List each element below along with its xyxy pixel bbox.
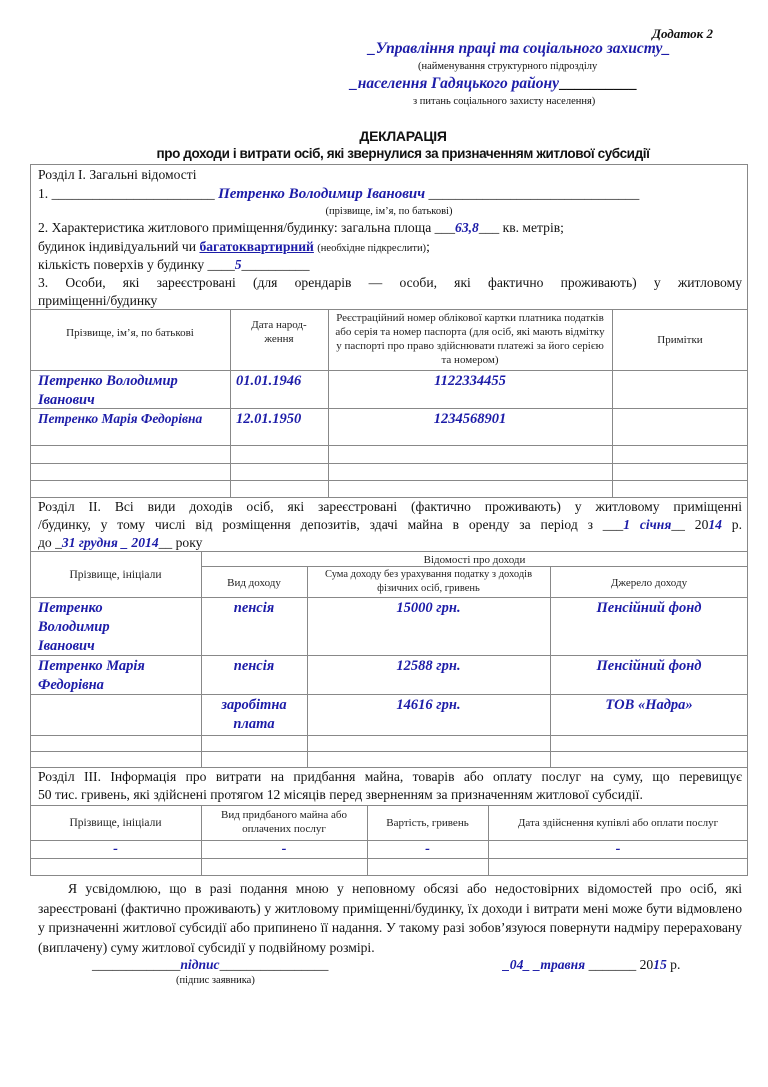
declaration-main: Я усвідомлюю, що в разі подання мною у неповному обсязі або недостовірних відомостей про осіб, які зареєстровані (фактично проживають) у житловому приміщенні/будинку, їх доходи і витрати мені може бути відмовлено у призначенні житлової субсидії або припинено її надання. У такому разі: [38, 881, 742, 935]
table1-row2-name[interactable]: Петренко Марія Федорівна: [38, 411, 203, 426]
table1-row2-taxid[interactable]: 1234568901: [433, 411, 507, 427]
table2-row3-source[interactable]: ТОВ «Надра»: [605, 697, 693, 713]
floors-field[interactable]: 5: [234, 257, 242, 272]
table3-header-item: Вид придбаного майна або оплачених послуг: [221, 809, 347, 835]
date-line: [503, 957, 680, 973]
floors-prefix: кількість поверхів у будинку ____: [38, 257, 235, 272]
table2-row1-name[interactable]: Петренко Володимир Іванович: [38, 600, 110, 654]
table1-row1-taxid[interactable]: 1122334455: [434, 373, 506, 389]
table1-row4-border: [30, 480, 748, 481]
table1-row1-birthdate[interactable]: 01.01.1946: [236, 373, 302, 389]
item1-suffix: _______________________________: [425, 186, 640, 201]
table2-row3-type[interactable]: заробітна плата: [221, 697, 287, 732]
date-month-field[interactable]: _травня: [530, 957, 586, 972]
signature-note: (підпис заявника): [176, 975, 255, 986]
date-day-field[interactable]: _04_: [503, 957, 531, 972]
signature-prefix: _____________: [92, 957, 181, 972]
section2-line1: Розділ ІІ. Всі види доходів осіб, які зареєстровані (фактично проживають) у житловому приміщенні: [38, 499, 742, 514]
table2-header-source: Джерело доходу: [610, 577, 688, 589]
table2-row3-border: [30, 735, 748, 736]
table1-row2-birthdate[interactable]: 12.01.1950: [236, 411, 302, 427]
declaration-text: [38, 879, 742, 957]
signature-line: [92, 957, 328, 973]
period-start-field[interactable]: 1 січня: [623, 517, 672, 532]
item2-suffix: ___ кв. метрів;: [478, 220, 564, 235]
house-prefix: будинок індивідуальний чи: [38, 239, 200, 254]
section2-line3-prefix: до _: [38, 535, 62, 550]
table3-row1-item[interactable]: -: [281, 841, 287, 857]
section2-line2-mid: __ 20: [671, 517, 709, 532]
department-name-tail: __________: [559, 75, 637, 92]
department-name-line1: _Управління праці та соціального захисту_: [368, 40, 671, 57]
table2-row3-amount[interactable]: 14616 грн.: [396, 697, 461, 713]
document-title: ДЕКЛАРАЦІЯ: [359, 128, 447, 144]
table1-header-taxid: Реєстраційний номер облікової картки платника податків або серія та номер паспорта (для осіб, які мають відмітку у паспорті про право здійснювати платежі за його серією та номером): [335, 312, 605, 366]
table1-header-border: [30, 370, 748, 371]
appendix-label: Додаток 2: [652, 26, 713, 41]
table2-row2-amount[interactable]: 12588 грн.: [396, 658, 461, 674]
date-end: р.: [666, 957, 681, 972]
section2-line3: [38, 535, 202, 551]
table2-row1-type[interactable]: пенсія: [233, 600, 275, 616]
floors-suffix: __________: [241, 257, 310, 272]
table3-top-border: [30, 805, 748, 806]
department-note-line2: з питань соціального захисту населення): [413, 96, 596, 107]
section1-item3-line2: приміщенні/будинку: [38, 293, 158, 308]
house-suffix: ;: [426, 239, 430, 254]
table2-header-amount: Сума доходу без урахування податку з доходів фізичних осіб, гривень: [324, 569, 533, 594]
table2-row2-name[interactable]: Петренко Марія Федорівна: [38, 658, 145, 693]
section2-line3-suffix: __ року: [158, 535, 203, 550]
table1-top-border: [30, 309, 748, 310]
table2-header-name: Прізвище, ініціали: [69, 569, 162, 581]
house-type-field[interactable]: багатоквартирний: [199, 239, 314, 254]
table1-col-divider: [328, 309, 329, 497]
section3-line1: Розділ ІІІ. Інформація про витрати на придбання майна, товарів або оплату послуг на суму, що перевищує: [38, 769, 742, 784]
table3-row1-name[interactable]: -: [113, 841, 118, 857]
period-start-year-field[interactable]: 14: [708, 517, 722, 532]
department-note-line1: (найменування структурного підрозділу: [418, 61, 598, 72]
table1-bottom-border: [30, 497, 748, 498]
table1-row2-border: [30, 445, 748, 446]
section1-house-type: [38, 239, 430, 255]
table3-row1-date[interactable]: -: [615, 841, 621, 857]
table1-header-name: Прізвище, ім’я, по батькові: [66, 327, 194, 339]
table2-bottom-border: [30, 767, 748, 768]
house-note: (необхідне підкреслити): [317, 243, 427, 254]
department-name-line2: [350, 75, 637, 93]
table3-header-cost: Вартість, гривень: [386, 817, 469, 829]
section2-line2: [38, 517, 742, 533]
table3-header-date: Дата здійснення купівлі або оплати послуг: [517, 817, 719, 829]
table2-row4-border: [30, 751, 748, 752]
table2-top-border: [30, 551, 748, 552]
table1-header-notes: Примітки: [657, 334, 703, 346]
section2-line2-prefix: /будинку, у тому числі від розміщення депозитів, здачі майна в оренду за період з ___: [38, 517, 624, 532]
declaration-last: зобов’язуюся повернути надміру перераховану (виплачену) суму житлової субсидії у подвійному розмірі.: [38, 920, 742, 955]
date-year-field[interactable]: 15: [653, 957, 667, 972]
table1-header-birthdate: Дата народ- ження: [251, 319, 307, 345]
section1-item2: [38, 220, 564, 236]
table2-row1-source[interactable]: Пенсійний фонд: [596, 600, 702, 616]
table3-row1-cost[interactable]: -: [425, 841, 430, 857]
section1-item3-line1: 3. Особи, які зареєстровані (для орендарів — особи, які фактично проживають) у житловому: [38, 275, 742, 290]
table2-row2-source[interactable]: Пенсійний фонд: [596, 658, 702, 674]
signature-field[interactable]: підпис: [180, 957, 220, 972]
document-subtitle: про доходи і витрати осіб, які звернулися за призначенням житлової субсидії: [156, 146, 650, 161]
item1-note: (прізвище, ім’я, по батькові): [325, 206, 453, 217]
table2-group-header: Відомості про доходи: [423, 554, 526, 566]
table2-header-type: Вид доходу: [227, 577, 281, 589]
department-name-value: _населення Гадяцького району: [350, 75, 560, 92]
table1-col-divider: [230, 309, 231, 497]
date-mid: _______ 20: [585, 957, 654, 972]
table2-header-border: [30, 597, 748, 598]
section3-line2: 50 тис. гривень, які здійснені протягом 12 місяців перед зверненням за призначенням житлової субсидії.: [38, 787, 643, 802]
applicant-name-field[interactable]: Петренко Володимир Іванович: [218, 186, 426, 202]
section2-line2-end: р.: [721, 517, 743, 532]
section1-floors: [38, 257, 310, 273]
period-end-field[interactable]: 31 грудня _ 2014: [61, 535, 159, 550]
table1-row3-border: [30, 463, 748, 464]
table1-row1-name[interactable]: Петренко Володимир Іванович: [38, 373, 178, 408]
signature-suffix: ________________: [219, 957, 329, 972]
table3-header-name: Прізвище, ініціали: [69, 817, 162, 829]
table2-row2-type[interactable]: пенсія: [233, 658, 275, 674]
area-field[interactable]: 63,8: [455, 220, 479, 235]
table2-row1-amount[interactable]: 15000 грн.: [396, 600, 461, 616]
section1-item1: [38, 186, 639, 203]
section1-heading: Розділ І. Загальні відомості: [38, 167, 197, 182]
item2-prefix: 2. Характеристика житлового приміщення/будинку: загальна площа ___: [38, 220, 456, 235]
item1-prefix: 1. ________________________: [38, 186, 219, 201]
